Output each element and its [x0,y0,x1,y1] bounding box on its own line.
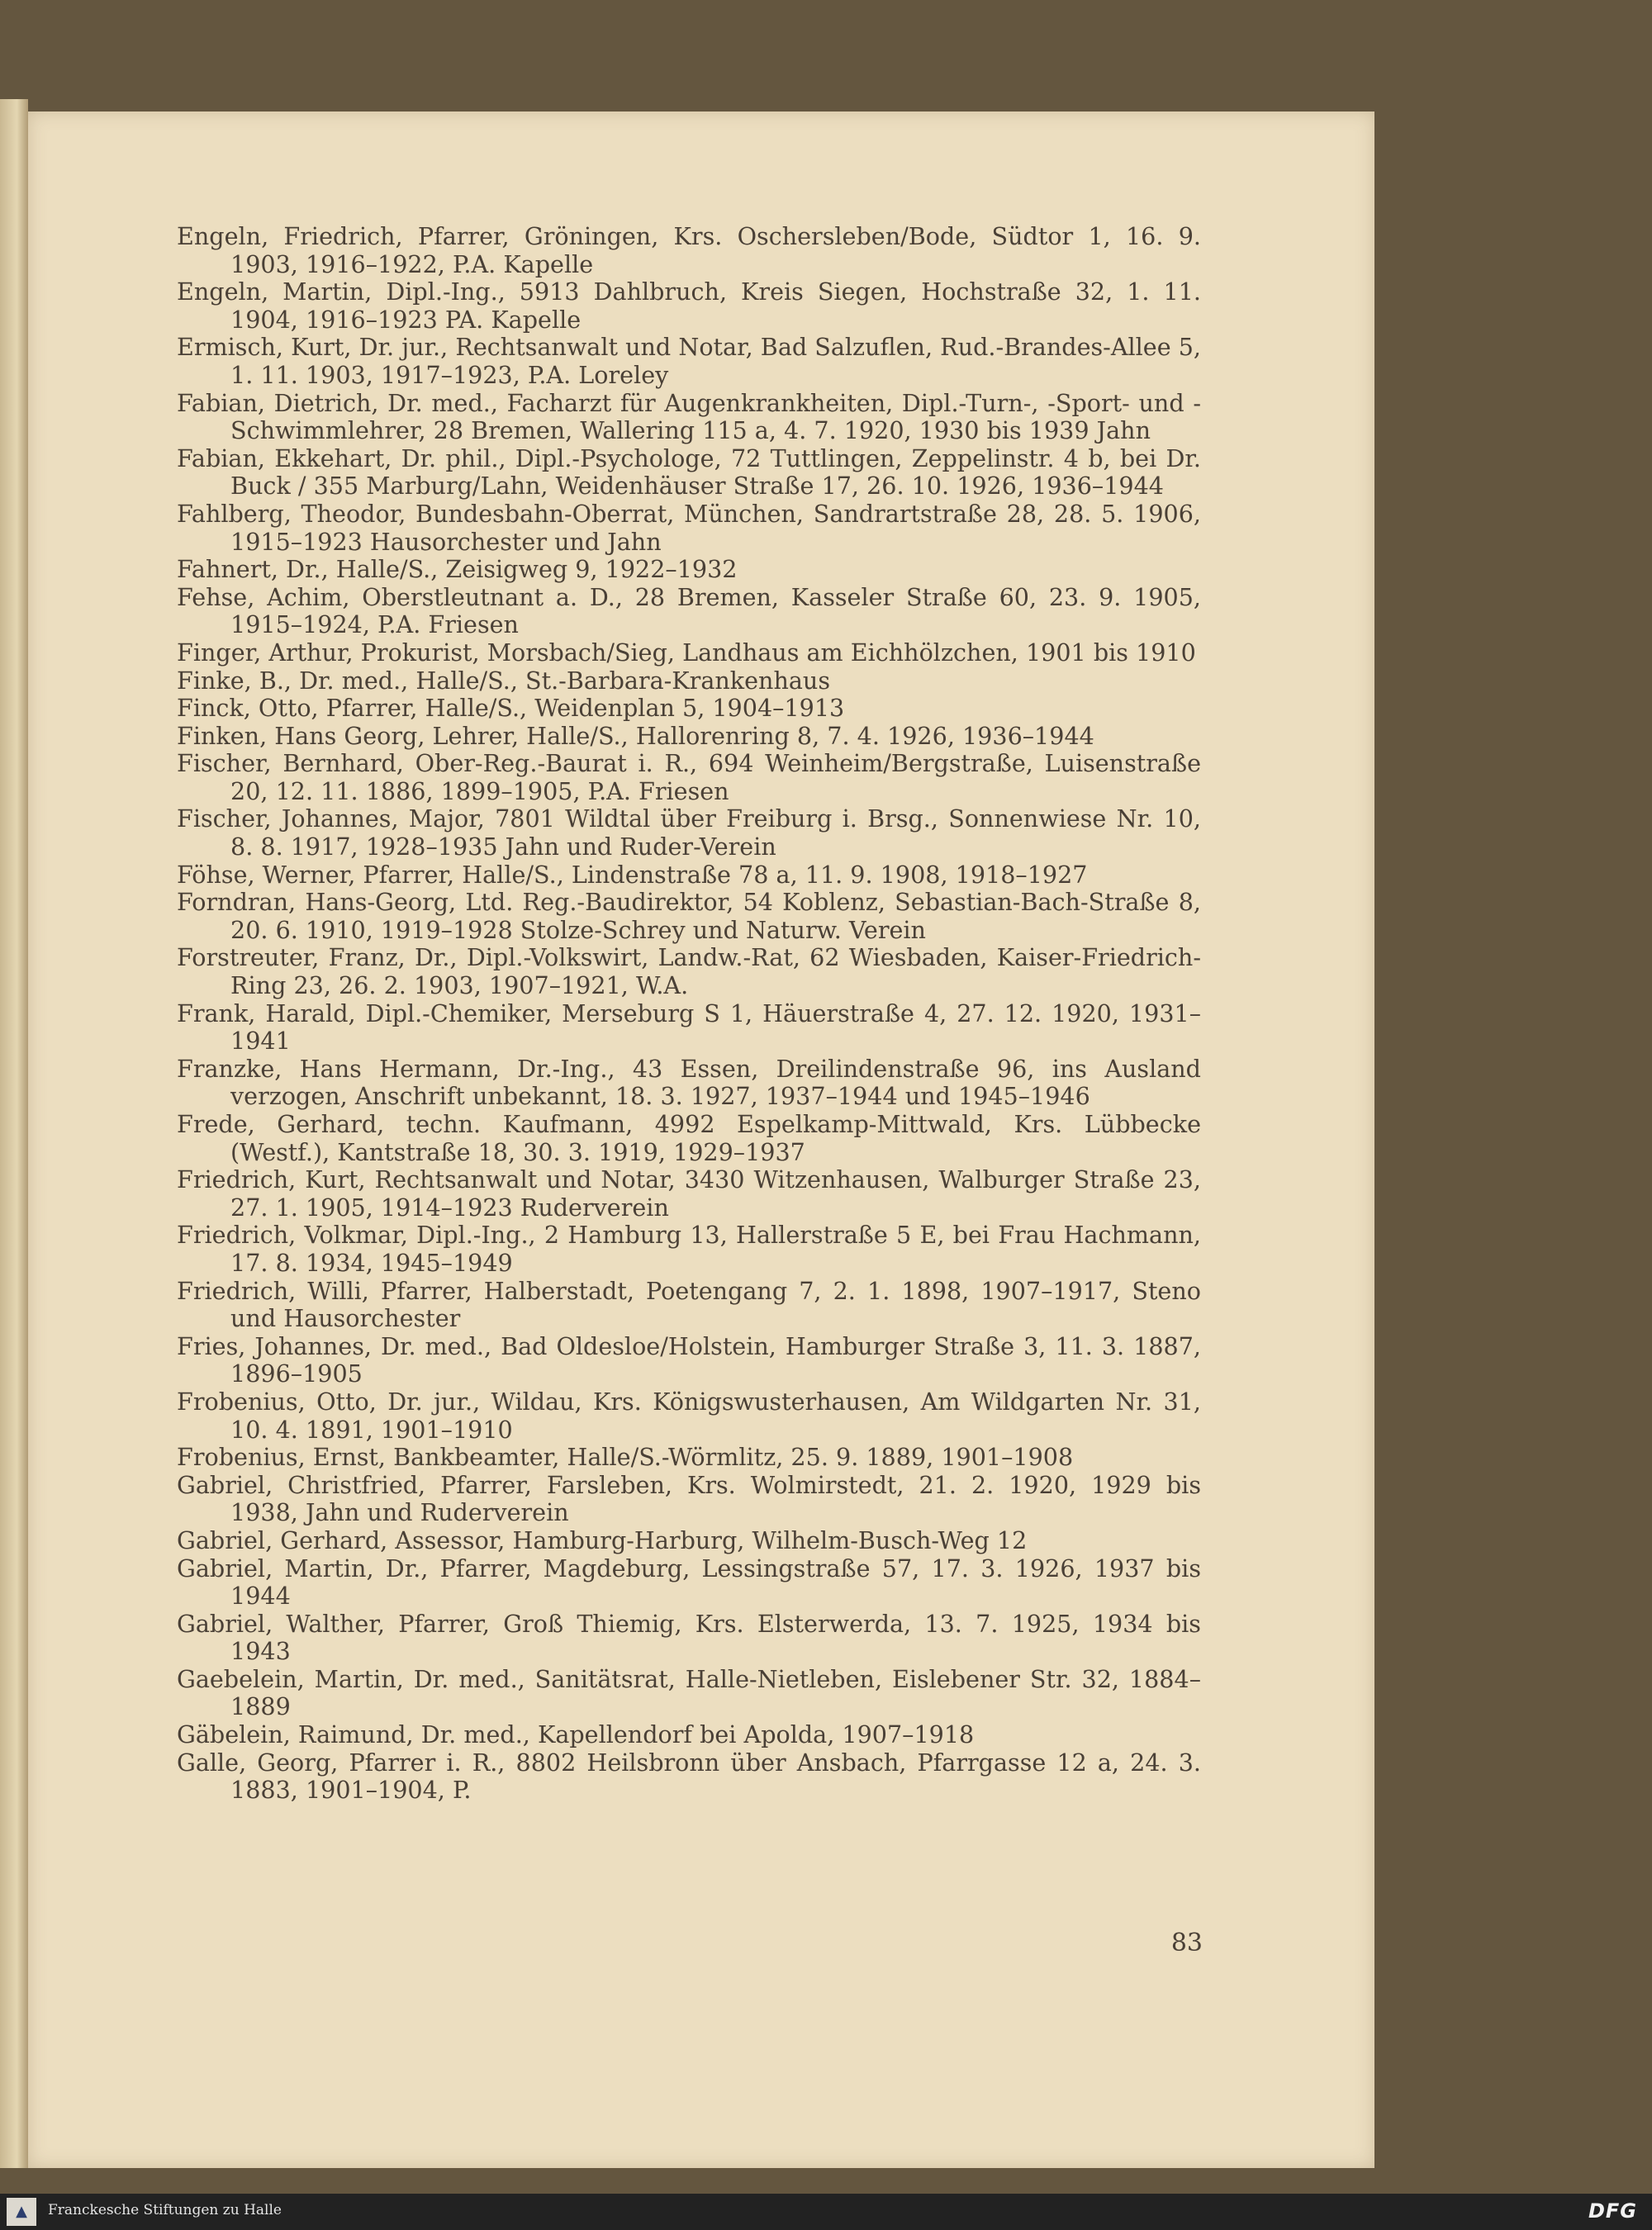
directory-entry: Friedrich, Kurt, Rechtsanwalt und Notar, 3430 Witzenhausen, Walburger Straße 23, 27. 1. 1905, 1914–1923 Ruderverein [177,1165,1201,1222]
directory-entry: Fehse, Achim, Oberstleutnant a. D., 28 Bremen, Kasseler Straße 60, 23. 9. 1905, 1915–1924, P.A. Friesen [177,582,1201,639]
directory-entry: Friedrich, Willi, Pfarrer, Halberstadt, Poetengang 7, 2. 1. 1898, 1907–1917, Steno und Hausorchester [177,1276,1201,1333]
directory-entry: Friedrich, Volkmar, Dipl.-Ing., 2 Hamburg 13, Hallerstraße 5 E, bei Frau Hachmann, 17. 8. 1934, 1945–1949 [177,1221,1201,1277]
directory-entry: Franzke, Hans Hermann, Dr.-Ing., 43 Essen, Dreilindenstraße 96, ins Ausland verzogen, Anschrift unbekannt, 18. 3. 1927, 1937–1944 und 1945–1946 [177,1054,1201,1111]
address-directory [177,223,1201,1805]
directory-entry: Finck, Otto, Pfarrer, Halle/S., Weidenplan 5, 1904–1913 [177,694,845,723]
directory-entry: Engeln, Friedrich, Pfarrer, Gröningen, Krs. Oschersleben/Bode, Südtor 1, 16. 9. 1903, 1916–1922, P.A. Kapelle [177,222,1201,278]
directory-entry: Galle, Georg, Pfarrer i. R., 8802 Heilsbronn über Ansbach, Pfarrgasse 12 a, 24. 3. 1883, 1901–1904, P. [177,1748,1201,1805]
directory-entry: Frobenius, Otto, Dr. jur., Wildau, Krs. Königswusterhausen, Am Wildgarten Nr. 31, 10. 4. 1891, 1901–1910 [177,1387,1201,1444]
directory-entry: Gabriel, Martin, Dr., Pfarrer, Magdeburg, Lessingstraße 57, 17. 3. 1926, 1937 bis 1944 [177,1554,1201,1611]
directory-entry: Fabian, Dietrich, Dr. med., Facharzt für Augenkrankheiten, Dipl.-Turn-, -Sport- und -Schwimmlehrer, 28 Bremen, Wallering 115 a, 4. 7. 1920, 1930 bis 1939 Jahn [177,388,1201,445]
directory-entry: Forstreuter, Franz, Dr., Dipl.-Volkswirt, Landw.-Rat, 62 Wiesbaden, Kaiser-Friedrich-Ring 23, 26. 2. 1903, 1907–1921, W.A. [177,943,1201,1000]
directory-entry: Fischer, Johannes, Major, 7801 Wildtal über Freiburg i. Brsg., Sonnenwiese Nr. 10, 8. 8. 1917, 1928–1935 Jahn und Ruder-Verein [177,804,1201,861]
directory-entry: Gäbelein, Raimund, Dr. med., Kapellendorf bei Apolda, 1907–1918 [177,1720,975,1749]
directory-entry: Gabriel, Gerhard, Assessor, Hamburg-Harburg, Wilhelm-Busch-Weg 12 [177,1525,1028,1554]
directory-entry: Gaebelein, Martin, Dr. med., Sanitätsrat, Halle-Nietleben, Eislebener Str. 32, 1884–1889 [177,1664,1201,1721]
directory-entry: Engeln, Martin, Dipl.-Ing., 5913 Dahlbruch, Kreis Siegen, Hochstraße 32, 1. 11. 1904, 1916–1923 PA. Kapelle [177,278,1201,334]
directory-entry: Gabriel, Christfried, Pfarrer, Farsleben, Krs. Wolmirstedt, 21. 2. 1920, 1929 bis 1938, Jahn und Ruderverein [177,1470,1201,1527]
directory-entry: Frobenius, Ernst, Bankbeamter, Halle/S.-Wörmlitz, 25. 9. 1889, 1901–1908 [177,1443,1074,1472]
page-number: 83 [1170,1929,1203,1957]
directory-entry: Föhse, Werner, Pfarrer, Halle/S., Lindenstraße 78 a, 11. 9. 1908, 1918–1927 [177,860,1088,889]
directory-entry: Forndran, Hans-Georg, Ltd. Reg.-Baudirektor, 54 Koblenz, Sebastian-Bach-Straße 8, 20. 6. 1910, 1919–1928 Stolze-Schrey und Naturw. Verein [177,888,1201,944]
left-page-edge [0,99,28,2168]
directory-entry: Fabian, Ekkehart, Dr. phil., Dipl.-Psychologe, 72 Tuttlingen, Zeppelinstr. 4 b, bei Dr. Buck / 355 Marburg/Lahn, Weidenhäuser Straße 17, 26. 10. 1926, 1936–1944 [177,444,1201,501]
directory-entry: Frede, Gerhard, techn. Kaufmann, 4992 Espelkamp-Mittwald, Krs. Lübbecke (Westf.), Kantstraße 18, 30. 3. 1919, 1929–1937 [177,1110,1201,1166]
book-page [28,112,1374,2168]
directory-entry: Gabriel, Walther, Pfarrer, Groß Thiemig, Krs. Elsterwerda, 13. 7. 1925, 1934 bis 1943 [177,1609,1201,1666]
directory-entry: Fischer, Bernhard, Ober-Reg.-Baurat i. R., 694 Weinheim/Bergstraße, Luisenstraße 20, 12. 11. 1886, 1899–1905, P.A. Friesen [177,749,1201,805]
directory-entry: Ermisch, Kurt, Dr. jur., Rechtsanwalt und Notar, Bad Salzuflen, Rud.-Brandes-Allee 5, 1. 11. 1903, 1917–1923, P.A. Loreley [177,333,1201,389]
directory-entry: Finger, Arthur, Prokurist, Morsbach/Sieg, Landhaus am Eichhölzchen, 1901 bis 1910 [177,638,1196,667]
directory-entry: Frank, Harald, Dipl.-Chemiker, Merseburg S 1, Häuerstraße 4, 27. 12. 1920, 1931–1941 [177,999,1201,1056]
directory-entry: Fries, Johannes, Dr. med., Bad Oldesloe/Holstein, Hamburger Straße 3, 11. 3. 1887, 1896–1905 [177,1331,1201,1388]
directory-entry: Fahlberg, Theodor, Bundesbahn-Oberrat, München, Sandrartstraße 28, 28. 5. 1906, 1915–1923 Hausorchester und Jahn [177,499,1201,556]
dfg-logo: DFG [1588,2199,1637,2223]
footer-bar [0,2194,1652,2230]
directory-entry: Finke, B., Dr. med., Halle/S., St.-Barbara-Krankenhaus [177,666,831,695]
directory-entry: Finken, Hans Georg, Lehrer, Halle/S., Hallorenring 8, 7. 4. 1926, 1936–1944 [177,721,1094,750]
franckesche-stiftungen-logo-icon: ▲ [7,2198,36,2226]
institution-name: Franckesche Stiftungen zu Halle [48,2202,282,2218]
directory-entry: Fahnert, Dr., Halle/S., Zeisigweg 9, 1922–1932 [177,555,738,584]
